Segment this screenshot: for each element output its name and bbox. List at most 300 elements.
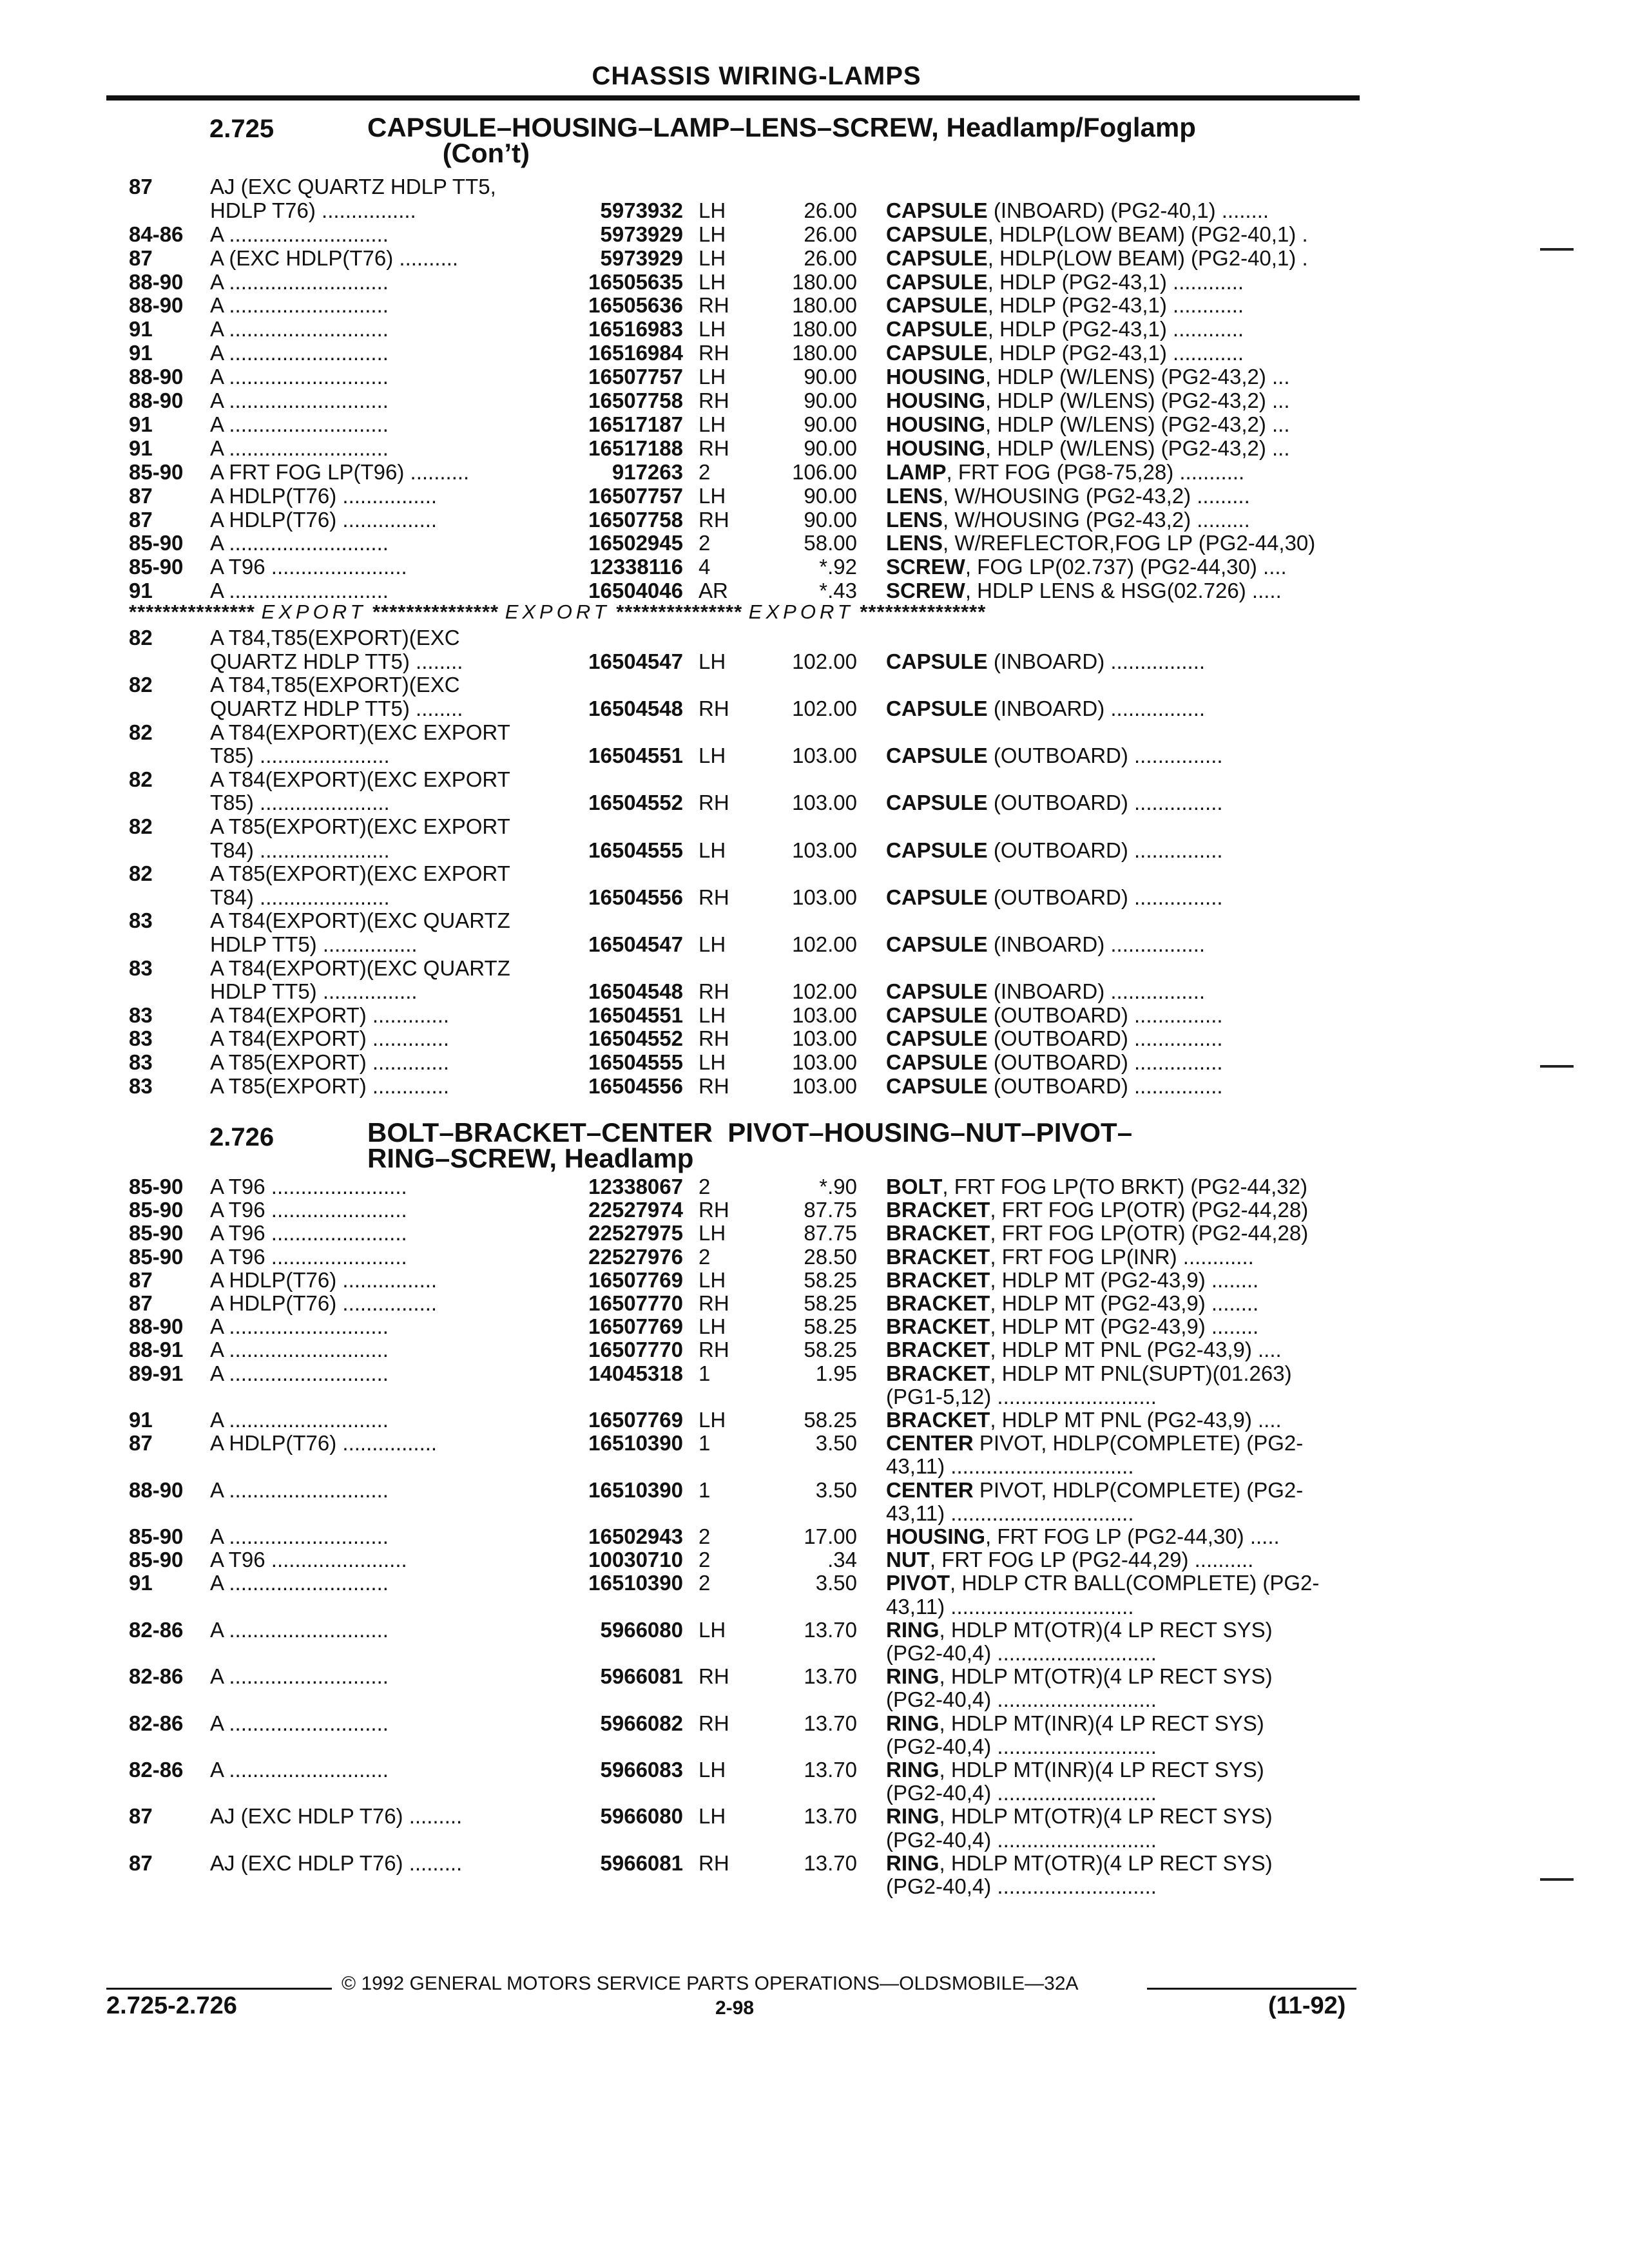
model-year: 91 [129, 341, 153, 365]
part-number: 16507758 [588, 508, 683, 532]
part-description: CAPSULE, HDLP(LOW BEAM) (PG2-40,1) . [886, 223, 1308, 246]
part-row [0, 223, 1629, 246]
model-year: 83 [129, 956, 153, 980]
model-year: 87 [129, 508, 153, 532]
part-description: CAPSULE (OUTBOARD) ............... [886, 839, 1223, 862]
usage-code: A T85(EXPORT) ............. [210, 1075, 450, 1098]
model-year: 88-90 [129, 365, 184, 389]
part-row [0, 175, 1629, 198]
usage-code: T84) ...................... [210, 839, 390, 862]
model-year: 85-90 [129, 531, 184, 555]
list-price: 102.00 [792, 697, 857, 720]
usage-code: A ........................... [210, 1479, 389, 1502]
list-price: 103.00 [792, 838, 857, 862]
list-price: 90.00 [804, 412, 857, 436]
part-row [0, 1338, 1629, 1361]
usage-code: A T85(EXPORT)(EXC EXPORT [210, 862, 510, 885]
usage-code: A T84(EXPORT)(EXC EXPORT [210, 721, 510, 744]
quantity-side: 2 [699, 531, 711, 555]
part-number: 10030710 [588, 1548, 683, 1571]
part-number: 16505636 [588, 293, 683, 317]
part-number: 16504555 [588, 838, 683, 862]
model-year: 82 [129, 673, 153, 697]
usage-code: A ........................... [210, 1758, 389, 1782]
part-number: 5966083 [600, 1758, 683, 1782]
part-row [0, 1548, 1629, 1571]
model-year: 87 [129, 1431, 153, 1455]
quantity-side: LH [699, 744, 726, 767]
model-year: 88-90 [129, 389, 184, 412]
part-row [0, 791, 1629, 814]
part-row [0, 1362, 1629, 1385]
list-price: 28.50 [804, 1245, 857, 1269]
list-price: 90.00 [804, 389, 857, 412]
part-row [0, 815, 1629, 838]
part-description: SCREW, FOG LP(02.737) (PG2-44,30) .... [886, 555, 1287, 579]
part-number: 5973929 [600, 222, 683, 246]
model-year: 85-90 [129, 1245, 184, 1269]
model-year: 82 [129, 861, 153, 885]
part-description: CAPSULE (OUTBOARD) ............... [886, 744, 1223, 767]
part-row [0, 1051, 1629, 1074]
part-row [0, 1027, 1629, 1050]
model-year: 88-90 [129, 1478, 184, 1502]
part-row [0, 1292, 1629, 1315]
quantity-side: LH [699, 1314, 726, 1338]
list-price: 180.00 [792, 270, 857, 294]
part-row [0, 886, 1629, 909]
part-description: LENS, W/HOUSING (PG2-43,2) ......... [886, 508, 1250, 532]
part-number: 14045318 [588, 1361, 683, 1385]
list-price: 103.00 [792, 1026, 857, 1050]
part-description: (PG1-5,12) ........................... [886, 1385, 1157, 1408]
list-price: 58.25 [804, 1408, 857, 1432]
model-year: 85-90 [129, 555, 184, 579]
usage-code: A T96 ....................... [210, 1175, 407, 1198]
part-row [0, 1688, 1629, 1711]
usage-code: A HDLP(T76) ................ [210, 508, 438, 532]
part-description: LAMP, FRT FOG (PG8-75,28) ........... [886, 461, 1245, 484]
usage-code: AJ (EXC HDLP T76) ......... [210, 1805, 463, 1828]
part-row [0, 1642, 1629, 1665]
part-description: CAPSULE (OUTBOARD) ............... [886, 791, 1223, 814]
usage-code: A FRT FOG LP(T96) .......... [210, 461, 470, 484]
quantity-side: LH [699, 1618, 726, 1642]
part-number: 16510390 [588, 1478, 683, 1502]
part-row [0, 1571, 1629, 1595]
part-row [0, 1852, 1629, 1875]
quantity-side: RH [699, 979, 729, 1003]
usage-code: A ........................... [210, 271, 389, 294]
quantity-side: 2 [699, 1245, 711, 1269]
part-row [0, 1245, 1629, 1269]
usage-code: A ........................... [210, 318, 389, 341]
part-description: CAPSULE (INBOARD) ................ [886, 933, 1206, 956]
usage-code: A T96 ....................... [210, 1548, 407, 1571]
list-price: 58.25 [804, 1268, 857, 1292]
part-description: CAPSULE (OUTBOARD) ............... [886, 1004, 1223, 1027]
model-year: 82-86 [129, 1664, 184, 1688]
part-number: 16504548 [588, 979, 683, 1003]
part-number: 16504556 [588, 1074, 683, 1098]
part-description: RING, HDLP MT(OTR)(4 LP RECT SYS) [886, 1852, 1273, 1875]
part-number: 16507769 [588, 1268, 683, 1292]
part-row [0, 909, 1629, 932]
usage-code: A ........................... [210, 1712, 389, 1735]
usage-code: A ........................... [210, 1665, 389, 1688]
quantity-side: LH [699, 1050, 726, 1074]
list-price: 87.75 [804, 1198, 857, 1222]
part-row [0, 1315, 1629, 1338]
list-price: 90.00 [804, 436, 857, 460]
quantity-side: RH [699, 508, 729, 532]
part-row [0, 1782, 1629, 1805]
part-number: 16504552 [588, 791, 683, 814]
usage-code: T84) ...................... [210, 886, 390, 909]
part-number: 16502943 [588, 1524, 683, 1548]
part-description: LENS, W/REFLECTOR,FOG LP (PG2-44,30) [886, 532, 1316, 555]
part-description: HOUSING, HDLP (W/LENS) (PG2-43,2) ... [886, 413, 1290, 436]
quantity-side: RH [699, 293, 729, 317]
list-price: 13.70 [804, 1711, 857, 1735]
usage-code: A ........................... [210, 365, 389, 389]
quantity-side: RH [699, 1338, 729, 1361]
list-price: 1.95 [815, 1361, 857, 1385]
footer-date-code: (11-92) [1268, 1992, 1346, 2019]
part-number: 16507769 [588, 1314, 683, 1338]
quantity-side: 1 [699, 1361, 711, 1385]
part-row [0, 365, 1629, 389]
quantity-side: 2 [699, 1571, 711, 1595]
usage-code: A T96 ....................... [210, 555, 407, 579]
part-row [0, 673, 1629, 697]
list-price: 17.00 [804, 1524, 857, 1548]
part-number: 16507757 [588, 365, 683, 389]
quantity-side: LH [699, 1758, 726, 1782]
part-row [0, 1502, 1629, 1525]
list-price: 13.70 [804, 1664, 857, 1688]
export-label: EXPORT [261, 601, 367, 623]
part-row [0, 839, 1629, 862]
list-price: 3.50 [815, 1478, 857, 1502]
part-description: BRACKET, HDLP MT (PG2-43,9) ........ [886, 1269, 1259, 1292]
part-row [0, 271, 1629, 294]
usage-code: AJ (EXC QUARTZ HDLP TT5, [210, 175, 496, 198]
part-number: 16507770 [588, 1338, 683, 1361]
list-price: 87.75 [804, 1221, 857, 1245]
model-year: 82 [129, 720, 153, 744]
usage-code: A ........................... [210, 413, 389, 436]
usage-code: A ........................... [210, 1619, 389, 1642]
footer-rule [1147, 1988, 1356, 1990]
part-row [0, 1432, 1629, 1455]
part-row [0, 744, 1629, 767]
list-price: 58.25 [804, 1291, 857, 1315]
part-row [0, 485, 1629, 508]
quantity-side: 1 [699, 1431, 711, 1455]
part-row [0, 1805, 1629, 1828]
usage-code: A T96 ....................... [210, 1198, 407, 1222]
part-row [0, 626, 1629, 649]
model-year: 91 [129, 579, 153, 602]
part-description: LENS, W/HOUSING (PG2-43,2) ......... [886, 485, 1250, 508]
quantity-side: RH [699, 885, 729, 909]
footer-copyright: © 1992 GENERAL MOTORS SERVICE PARTS OPERATIONS—OLDSMOBILE—32A [342, 1973, 1079, 1994]
part-number: 16516984 [588, 341, 683, 365]
quantity-side: RH [699, 791, 729, 814]
model-year: 91 [129, 317, 153, 341]
usage-code: A T85(EXPORT)(EXC EXPORT [210, 815, 510, 838]
usage-code: T85) ...................... [210, 744, 390, 767]
part-row [0, 555, 1629, 579]
model-year: 88-90 [129, 1314, 184, 1338]
part-description: HOUSING, FRT FOG LP (PG2-44,30) ..... [886, 1525, 1280, 1548]
part-description: SCREW, HDLP LENS & HSG(02.726) ..... [886, 579, 1282, 602]
part-description: PIVOT, HDLP CTR BALL(COMPLETE) (PG2- [886, 1571, 1320, 1595]
model-year: 88-91 [129, 1338, 184, 1361]
part-row [0, 933, 1629, 956]
part-row [0, 768, 1629, 791]
quantity-side: 2 [699, 1548, 711, 1571]
model-year: 85-90 [129, 1198, 184, 1222]
part-row [0, 1829, 1629, 1852]
quantity-side: LH [699, 484, 726, 508]
list-price: 13.70 [804, 1804, 857, 1828]
list-price: *.43 [819, 579, 857, 602]
quantity-side: LH [699, 1268, 726, 1292]
quantity-side: 2 [699, 1175, 711, 1198]
part-row [0, 1269, 1629, 1292]
usage-code: A T84(EXPORT)(EXC QUARTZ [210, 957, 510, 980]
part-number: 16510390 [588, 1571, 683, 1595]
part-number: 5973929 [600, 246, 683, 270]
part-description: RING, HDLP MT(INR)(4 LP RECT SYS) [886, 1758, 1264, 1782]
export-divider: *************** EXPORT *************** EXPORT *************** EXPORT *************** [129, 601, 987, 623]
part-description: BRACKET, FRT FOG LP(OTR) (PG2-44,28) [886, 1222, 1309, 1245]
part-description: BRACKET, HDLP MT (PG2-43,9) ........ [886, 1292, 1259, 1315]
part-description: CENTER PIVOT, HDLP(COMPLETE) (PG2- [886, 1432, 1304, 1455]
quantity-side: RH [699, 1291, 729, 1315]
part-description: BRACKET, HDLP MT PNL(SUPT)(01.263) [886, 1362, 1292, 1385]
usage-code: A ........................... [210, 223, 389, 246]
usage-code: HDLP T76) ................ [210, 199, 416, 222]
part-number: 5966080 [600, 1804, 683, 1828]
quantity-side: 2 [699, 460, 711, 484]
model-year: 83 [129, 1026, 153, 1050]
footer-section-range: 2.725-2.726 [106, 1992, 237, 2019]
margin-tick [1540, 1065, 1574, 1068]
part-description: (PG2-40,4) ........................... [886, 1642, 1157, 1665]
part-row [0, 199, 1629, 222]
part-description: CENTER PIVOT, HDLP(COMPLETE) (PG2- [886, 1479, 1304, 1502]
part-row [0, 1408, 1629, 1432]
list-price: 58.25 [804, 1338, 857, 1361]
model-year: 82 [129, 814, 153, 838]
model-year: 91 [129, 412, 153, 436]
model-year: 88-90 [129, 270, 184, 294]
quantity-side: RH [699, 436, 729, 460]
quantity-side: LH [699, 222, 726, 246]
part-number: 16516983 [588, 317, 683, 341]
model-year: 85-90 [129, 1524, 184, 1548]
quantity-side: 4 [699, 555, 711, 579]
part-number: 16504555 [588, 1050, 683, 1074]
quantity-side: LH [699, 412, 726, 436]
part-description: (PG2-40,4) ........................... [886, 1782, 1157, 1805]
part-row [0, 389, 1629, 412]
quantity-side: LH [699, 246, 726, 270]
part-row [0, 247, 1629, 270]
part-number: 22527975 [588, 1221, 683, 1245]
quantity-side: RH [699, 1851, 729, 1875]
list-price: 103.00 [792, 744, 857, 767]
usage-code: A ........................... [210, 1315, 389, 1338]
usage-code: A T85(EXPORT) ............. [210, 1051, 450, 1074]
model-year: 83 [129, 1050, 153, 1074]
part-number: 16510390 [588, 1431, 683, 1455]
part-number: 16504551 [588, 1003, 683, 1027]
usage-code: AJ (EXC HDLP T76) ......... [210, 1852, 463, 1875]
part-number: 16517187 [588, 412, 683, 436]
quantity-side: RH [699, 697, 729, 720]
quantity-side: LH [699, 270, 726, 294]
margin-tick [1540, 1878, 1574, 1881]
model-year: 91 [129, 436, 153, 460]
part-description: (PG2-40,4) ........................... [886, 1875, 1157, 1898]
part-description: RING, HDLP MT(INR)(4 LP RECT SYS) [886, 1712, 1264, 1735]
quantity-side: LH [699, 317, 726, 341]
part-number: 917263 [612, 460, 683, 484]
quantity-side: LH [699, 838, 726, 862]
usage-code: A HDLP(T76) ................ [210, 1269, 438, 1292]
usage-code: A ........................... [210, 1362, 389, 1385]
part-number: 16502945 [588, 531, 683, 555]
list-price: 3.50 [815, 1431, 857, 1455]
page-title: CHASSIS WIRING-LAMPS [592, 62, 921, 90]
part-number: 22527974 [588, 1198, 683, 1222]
usage-code: A T96 ....................... [210, 1245, 407, 1269]
quantity-side: LH [699, 1408, 726, 1432]
usage-code: A T84(EXPORT)(EXC EXPORT [210, 768, 510, 791]
part-description: CAPSULE, HDLP (PG2-43,1) ............ [886, 271, 1244, 294]
part-row [0, 1665, 1629, 1688]
part-description: HOUSING, HDLP (W/LENS) (PG2-43,2) ... [886, 365, 1290, 389]
part-description: HOUSING, HDLP (W/LENS) (PG2-43,2) ... [886, 389, 1290, 412]
list-price: 180.00 [792, 293, 857, 317]
quantity-side: LH [699, 1221, 726, 1245]
part-number: 5973932 [600, 198, 683, 222]
part-description: CAPSULE, HDLP(LOW BEAM) (PG2-40,1) . [886, 247, 1308, 270]
list-price: 103.00 [792, 1074, 857, 1098]
list-price: 26.00 [804, 246, 857, 270]
part-number: 16504046 [588, 579, 683, 602]
part-row [0, 1479, 1629, 1502]
footer-page-number: 2-98 [715, 1997, 755, 2019]
usage-code: A ........................... [210, 294, 389, 317]
usage-code: A ........................... [210, 579, 389, 602]
part-row [0, 1735, 1629, 1758]
model-year: 85-90 [129, 1221, 184, 1245]
part-number: 16504547 [588, 932, 683, 956]
list-price: 13.70 [804, 1618, 857, 1642]
part-description: BOLT, FRT FOG LP(TO BRKT) (PG2-44,32) [886, 1175, 1307, 1198]
section-number: 2.725 [209, 115, 275, 143]
usage-code: A HDLP(T76) ................ [210, 485, 438, 508]
quantity-side: LH [699, 932, 726, 956]
part-row [0, 508, 1629, 532]
part-number: 5966081 [600, 1851, 683, 1875]
usage-code: A ........................... [210, 532, 389, 555]
part-row [0, 721, 1629, 744]
model-year: 82 [129, 767, 153, 791]
part-description: 43,11) ............................... [886, 1595, 1134, 1619]
model-year: 83 [129, 908, 153, 932]
part-number: 16517188 [588, 436, 683, 460]
list-price: 102.00 [792, 979, 857, 1003]
list-price: *.92 [819, 555, 857, 579]
usage-code: A T84,T85(EXPORT)(EXC [210, 673, 460, 697]
part-row [0, 957, 1629, 980]
part-row [0, 650, 1629, 673]
list-price: 58.00 [804, 531, 857, 555]
list-price: 102.00 [792, 932, 857, 956]
usage-code: A T96 ....................... [210, 1222, 407, 1245]
model-year: 91 [129, 1408, 153, 1432]
usage-code: A (EXC HDLP(T76) .......... [210, 247, 459, 270]
part-description: RING, HDLP MT(OTR)(4 LP RECT SYS) [886, 1665, 1273, 1688]
part-description: CAPSULE (OUTBOARD) ............... [886, 1027, 1223, 1050]
margin-tick [1540, 248, 1574, 251]
header-rule [106, 95, 1360, 101]
part-number: 16507758 [588, 389, 683, 412]
part-number: 16504547 [588, 649, 683, 673]
part-description: BRACKET, HDLP MT PNL (PG2-43,9) .... [886, 1408, 1282, 1432]
quantity-side: RH [699, 389, 729, 412]
quantity-side: 2 [699, 1524, 711, 1548]
list-price: 13.70 [804, 1851, 857, 1875]
list-price: 13.70 [804, 1758, 857, 1782]
list-price: 103.00 [792, 791, 857, 814]
list-price: 106.00 [792, 460, 857, 484]
part-number: 5966081 [600, 1664, 683, 1688]
usage-code: A ........................... [210, 1571, 389, 1595]
part-row [0, 1712, 1629, 1735]
usage-code: A T84(EXPORT) ............. [210, 1004, 450, 1027]
part-description: CAPSULE, HDLP (PG2-43,1) ............ [886, 318, 1244, 341]
model-year: 87 [129, 1804, 153, 1828]
part-description: CAPSULE, HDLP (PG2-43,1) ............ [886, 341, 1244, 365]
part-row [0, 980, 1629, 1003]
part-number: 12338116 [589, 555, 683, 579]
part-row [0, 1595, 1629, 1619]
list-price: 90.00 [804, 508, 857, 532]
part-row [0, 461, 1629, 484]
quantity-side: LH [699, 649, 726, 673]
part-description: CAPSULE (INBOARD) ................ [886, 980, 1206, 1003]
list-price: 180.00 [792, 341, 857, 365]
section-title: CAPSULE–HOUSING–LAMP–LENS–SCREW, Headlamp/Foglamp (Con’t) [367, 112, 1196, 168]
usage-code: A ........................... [210, 437, 389, 460]
model-year: 83 [129, 1074, 153, 1098]
model-year: 91 [129, 1571, 153, 1595]
part-description: RING, HDLP MT(OTR)(4 LP RECT SYS) [886, 1805, 1273, 1828]
part-row [0, 1075, 1629, 1098]
list-price: 180.00 [792, 317, 857, 341]
model-year: 87 [129, 1291, 153, 1315]
part-description: 43,11) ............................... [886, 1455, 1134, 1478]
part-description: (PG2-40,4) ........................... [886, 1735, 1157, 1758]
list-price: 90.00 [804, 365, 857, 389]
